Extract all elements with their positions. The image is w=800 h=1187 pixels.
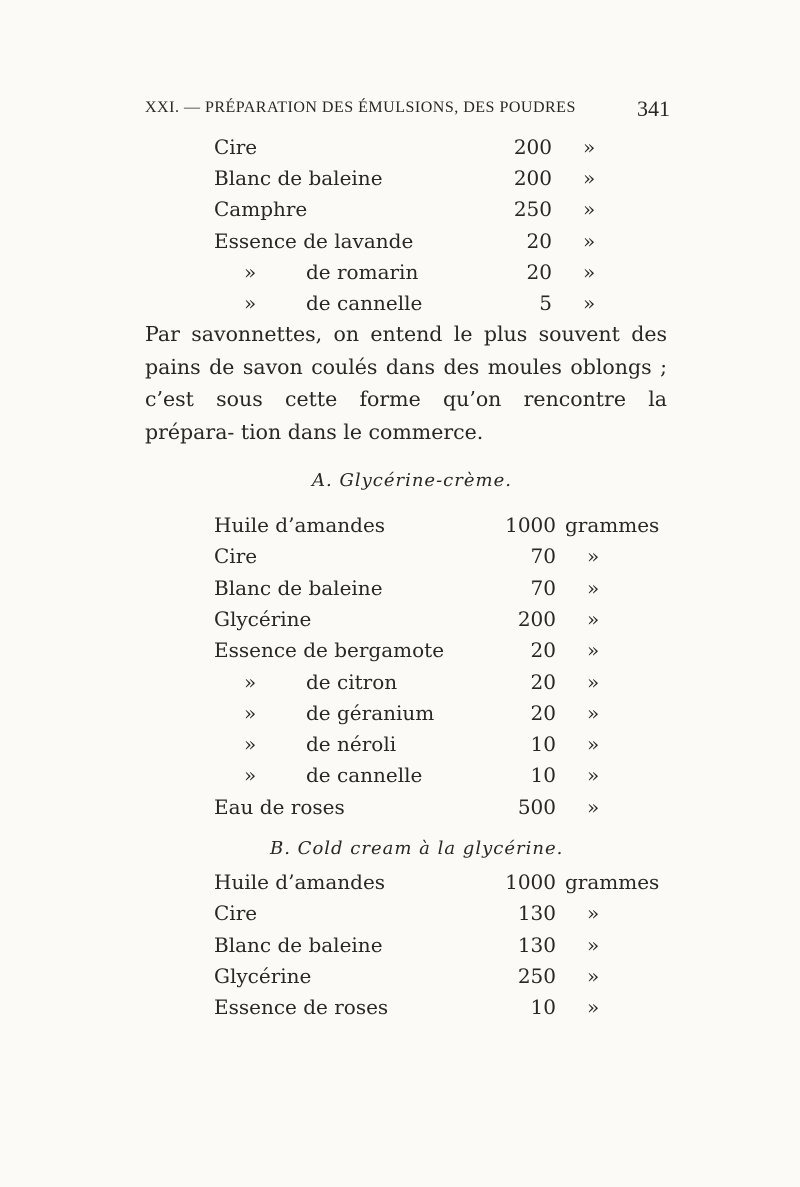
ingredient-unit: » (587, 995, 600, 1020)
ingredient-unit: » (587, 544, 600, 569)
ingredient-name (244, 291, 422, 315)
chapter-heading: XXI. — PRÉPARATION DES ÉMULSIONS, DES POUDRES (145, 99, 576, 116)
ingredient-name (244, 260, 418, 284)
ingredient-name (244, 670, 397, 694)
ingredient-unit: grammes (565, 870, 660, 894)
ingredient-unit: » (587, 794, 600, 819)
ingredient-name: Huile d’amandes (214, 870, 386, 894)
recipe-row (0, 260, 800, 291)
recipe-row (0, 870, 800, 901)
ingredient-quantity: 10 (530, 995, 556, 1020)
page-number: 341 (637, 96, 670, 121)
ingredient-unit: » (587, 638, 600, 663)
ingredient-quantity: 250 (513, 197, 552, 222)
section-b-title: B. Cold cream à la glycérine. (270, 838, 564, 859)
ingredient-unit: » (587, 963, 600, 988)
ingredient-label: de cannelle (306, 291, 423, 315)
ingredient-name (244, 763, 422, 787)
recipe-row (0, 701, 800, 732)
ingredient-quantity: 130 (517, 901, 556, 926)
ingredient-quantity: 20 (530, 638, 556, 663)
ingredient-unit: » (587, 763, 600, 788)
recipe-row (0, 901, 800, 932)
ingredient-unit: » (587, 575, 600, 600)
ingredient-name: Cire (214, 544, 258, 569)
body-paragraph: Par savonnettes, on entend le plus souvent des pains de savon coulés dans des moules oblongs ; c’est sous cette forme qu’on rencontre la prépara- tion dans le commerce. (145, 322, 667, 444)
ingredient-name: Essence de bergamote (214, 638, 445, 663)
ingredient-unit: » (583, 166, 596, 191)
ingredient-unit: grammes (565, 513, 660, 537)
recipe-row (0, 135, 800, 166)
recipe-row (0, 638, 800, 669)
ingredient-unit: » (587, 932, 600, 957)
recipe-row (0, 544, 800, 575)
recipe-row (0, 670, 800, 701)
ingredient-quantity: 1000 (505, 870, 556, 894)
ingredient-name: Glycérine (214, 606, 312, 631)
ingredient-label: de géranium (306, 700, 435, 725)
recipe-row (0, 513, 800, 544)
ingredient-quantity: 70 (530, 575, 556, 600)
ingredient-name: Essence de lavande (214, 228, 414, 253)
ingredient-name: Huile d’amandes (214, 513, 386, 537)
ingredient-name: Cire (214, 135, 258, 159)
ingredient-unit: » (587, 901, 600, 926)
ingredient-quantity: 250 (517, 963, 556, 988)
ingredient-quantity: 10 (530, 732, 556, 757)
recipe-row (0, 732, 800, 763)
ingredient-quantity: 200 (513, 135, 552, 159)
ingredient-unit: » (583, 197, 596, 222)
ingredient-quantity: 5 (539, 291, 552, 315)
ingredient-name (244, 732, 396, 756)
ingredient-quantity: 20 (526, 228, 552, 253)
ingredient-unit: » (587, 732, 600, 757)
ditto-mark: » (244, 763, 257, 788)
ingredient-name: Eau de roses (214, 794, 345, 819)
ingredient-name: Blanc de baleine (214, 166, 383, 191)
ingredient-quantity: 200 (513, 166, 552, 191)
ingredient-unit: » (583, 291, 596, 315)
ingredient-quantity: 130 (517, 932, 556, 957)
recipe-row (0, 229, 800, 260)
ingredient-unit: » (587, 669, 600, 694)
section-a-title: A. Glycérine-crème. (312, 470, 512, 491)
ditto-mark: » (244, 732, 257, 757)
recipe-row (0, 763, 800, 794)
ingredient-unit: » (583, 228, 596, 253)
recipe-row (0, 166, 800, 197)
recipe-row (0, 576, 800, 607)
ingredient-unit: » (583, 135, 596, 159)
ingredient-name: Essence de roses (214, 995, 389, 1020)
ingredient-unit: » (583, 259, 596, 284)
ingredient-name: Camphre (214, 197, 308, 222)
ingredient-name (244, 701, 434, 725)
recipe-row (0, 197, 800, 228)
ingredient-quantity: 10 (530, 763, 556, 788)
recipe-row (0, 964, 800, 995)
ditto-mark: » (244, 291, 257, 315)
running-head (145, 96, 670, 126)
ditto-mark: » (244, 259, 257, 284)
ingredient-label: de romarin (306, 259, 419, 284)
ingredient-unit: » (587, 606, 600, 631)
recipe-row (0, 607, 800, 638)
recipe-row (0, 995, 800, 1026)
ingredient-name: Cire (214, 901, 258, 926)
ingredient-quantity: 1000 (505, 513, 556, 537)
ingredient-unit: » (587, 700, 600, 725)
ditto-mark: » (244, 700, 257, 725)
ingredient-quantity: 200 (517, 606, 556, 631)
ingredient-name: Blanc de baleine (214, 575, 383, 600)
ingredient-quantity: 20 (530, 700, 556, 725)
ingredient-quantity: 20 (530, 669, 556, 694)
ingredient-label: de néroli (306, 732, 397, 757)
ingredient-name: Blanc de baleine (214, 932, 383, 957)
ingredient-quantity: 20 (526, 259, 552, 284)
ditto-mark: » (244, 669, 257, 694)
ingredient-label: de cannelle (306, 763, 423, 788)
recipe-row (0, 795, 800, 826)
ingredient-quantity: 500 (517, 794, 556, 819)
recipe-row (0, 933, 800, 964)
ingredient-quantity: 70 (530, 544, 556, 569)
ingredient-name: Glycérine (214, 963, 312, 988)
ingredient-label: de citron (306, 669, 398, 694)
